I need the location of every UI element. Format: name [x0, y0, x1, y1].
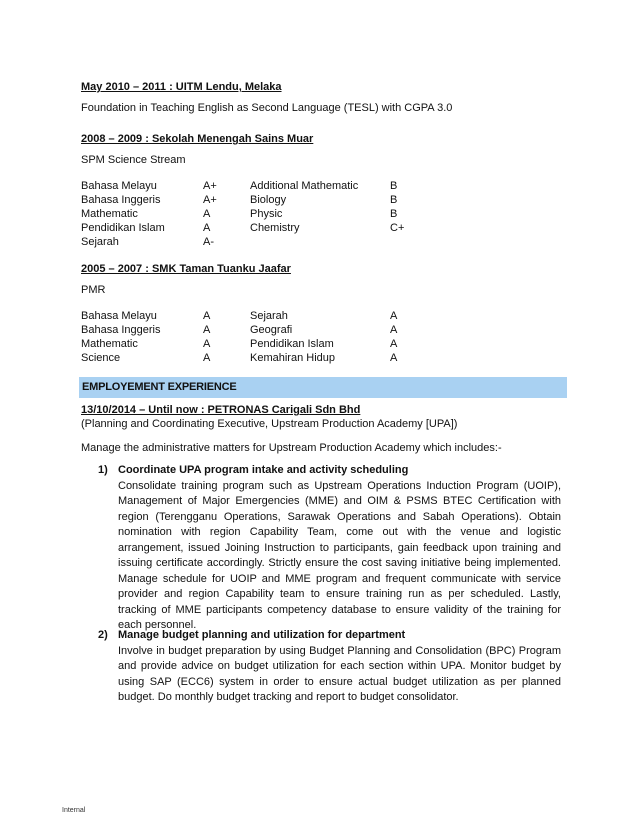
responsibility-item: [98, 628, 562, 708]
grade-cell: A: [203, 324, 211, 336]
grade-row: [81, 179, 420, 193]
grade-row: [81, 207, 420, 221]
subject-cell: Sejarah: [81, 236, 119, 248]
item-number: 2): [98, 629, 108, 641]
item-number: 1): [98, 464, 108, 476]
education-heading: 2005 – 2007 : SMK Taman Tuanku Jaafar: [81, 263, 291, 275]
education-heading: May 2010 – 2011 : UITM Lendu, Melaka: [81, 81, 282, 93]
grade-row: [81, 193, 420, 207]
subject-cell: Chemistry: [250, 222, 300, 234]
education-entry-uitm: [81, 80, 565, 115]
grade-cell: [390, 235, 420, 249]
education-heading: 2008 – 2009 : Sekolah Menengah Sains Muar: [81, 133, 314, 145]
spm-grades-table: [81, 179, 420, 249]
subject-cell: [250, 235, 390, 249]
subject-cell: Bahasa Melayu: [81, 180, 157, 192]
grade-row: [81, 323, 420, 337]
subject-cell: Pendidikan Islam: [81, 222, 165, 234]
grade-cell: A: [390, 352, 398, 364]
item-description: Consolidate training program such as Upstream Operations Induction Program (UOIP), Management of Major Emergencies (MME) and OIM & PSMS BTEC Certification with region (Terengganu Operations, Sarawak Operations and Sabah Operations). Obtain nomination with region Capability Team, come out with the venue and logistic arrangement, issued Joining Instruction to participants, gain feedback upon training and issuing certificate accordingly. Strictly ensure the cost saving initiative being implemented. Manage schedule for UOIP and MME program and frequent communicate with service provider and region Capability team to ensure training run as per scheduled. Lastly, tracking of MME participants competency database to ensure validity of the training for each personnel.: [118, 479, 561, 631]
subject-cell: Physic: [250, 208, 283, 220]
job-heading: 13/10/2014 – Until now : PETRONAS Carigali Sdn Bhd: [81, 404, 361, 416]
grade-cell: A: [203, 310, 211, 322]
subject-cell: Bahasa Inggeris: [81, 324, 161, 336]
education-entry-taman-tuanku-jaafar: [81, 262, 565, 365]
education-detail: Foundation in Teaching English as Second Language (TESL) with CGPA 3.0: [81, 102, 453, 114]
job-role: (Planning and Coordinating Executive, Upstream Production Academy [UPA]): [81, 418, 458, 430]
grade-row: [81, 235, 420, 249]
item-description: Involve in budget preparation by using Budget Planning and Consolidation (BPC) Program and provide advice on budget utilization for each section within UPA. Monitor budget by using SAP (ECC6) system in order to ensure actual budget utilization as per planned budget. Do monthly budget tracking and report to budget consolidator.: [118, 644, 561, 703]
grade-row: [81, 337, 420, 351]
job-entry-petronas: [81, 403, 565, 455]
grade-row: [81, 309, 420, 323]
grade-cell: B: [390, 194, 398, 206]
subject-cell: Biology: [250, 194, 287, 206]
grade-cell: A+: [203, 194, 217, 206]
grade-cell: C+: [390, 222, 405, 234]
subject-cell: Additional Mathematic: [250, 180, 359, 192]
pmr-grades-table: [81, 309, 420, 365]
grade-cell: A: [203, 338, 211, 350]
education-detail: SPM Science Stream: [81, 154, 186, 166]
grade-cell: B: [390, 208, 398, 220]
grade-cell: B: [390, 180, 398, 192]
employment-section-header: EMPLOYEMENT EXPERIENCE: [79, 377, 567, 398]
subject-cell: Pendidikan Islam: [250, 338, 334, 350]
grade-cell: A: [203, 222, 211, 234]
grade-cell: A: [203, 208, 211, 220]
grade-cell: A: [390, 338, 398, 350]
item-title: Coordinate UPA program intake and activity scheduling: [118, 464, 409, 476]
grade-cell: A+: [203, 180, 217, 192]
education-detail: PMR: [81, 284, 106, 296]
subject-cell: Sejarah: [250, 310, 288, 322]
grade-cell: A: [390, 310, 398, 322]
grade-cell: A: [390, 324, 398, 336]
subject-cell: Bahasa Melayu: [81, 310, 157, 322]
item-title: Manage budget planning and utilization for department: [118, 629, 406, 641]
subject-cell: Bahasa Inggeris: [81, 194, 161, 206]
document-classification-label: Internal: [62, 807, 86, 814]
education-entry-sains-muar: [81, 132, 565, 249]
subject-cell: Geografi: [250, 324, 293, 336]
grade-cell: A: [203, 352, 211, 364]
job-intro: Manage the administrative matters for Upstream Production Academy which includes:-: [81, 442, 502, 454]
subject-cell: Kemahiran Hidup: [250, 352, 335, 364]
subject-cell: Mathematic: [81, 208, 138, 220]
responsibility-item: [98, 463, 562, 631]
subject-cell: Science: [81, 352, 121, 364]
grade-row: [81, 221, 420, 235]
grade-cell: A-: [203, 236, 214, 248]
grade-row: [81, 351, 420, 365]
subject-cell: Mathematic: [81, 338, 138, 350]
